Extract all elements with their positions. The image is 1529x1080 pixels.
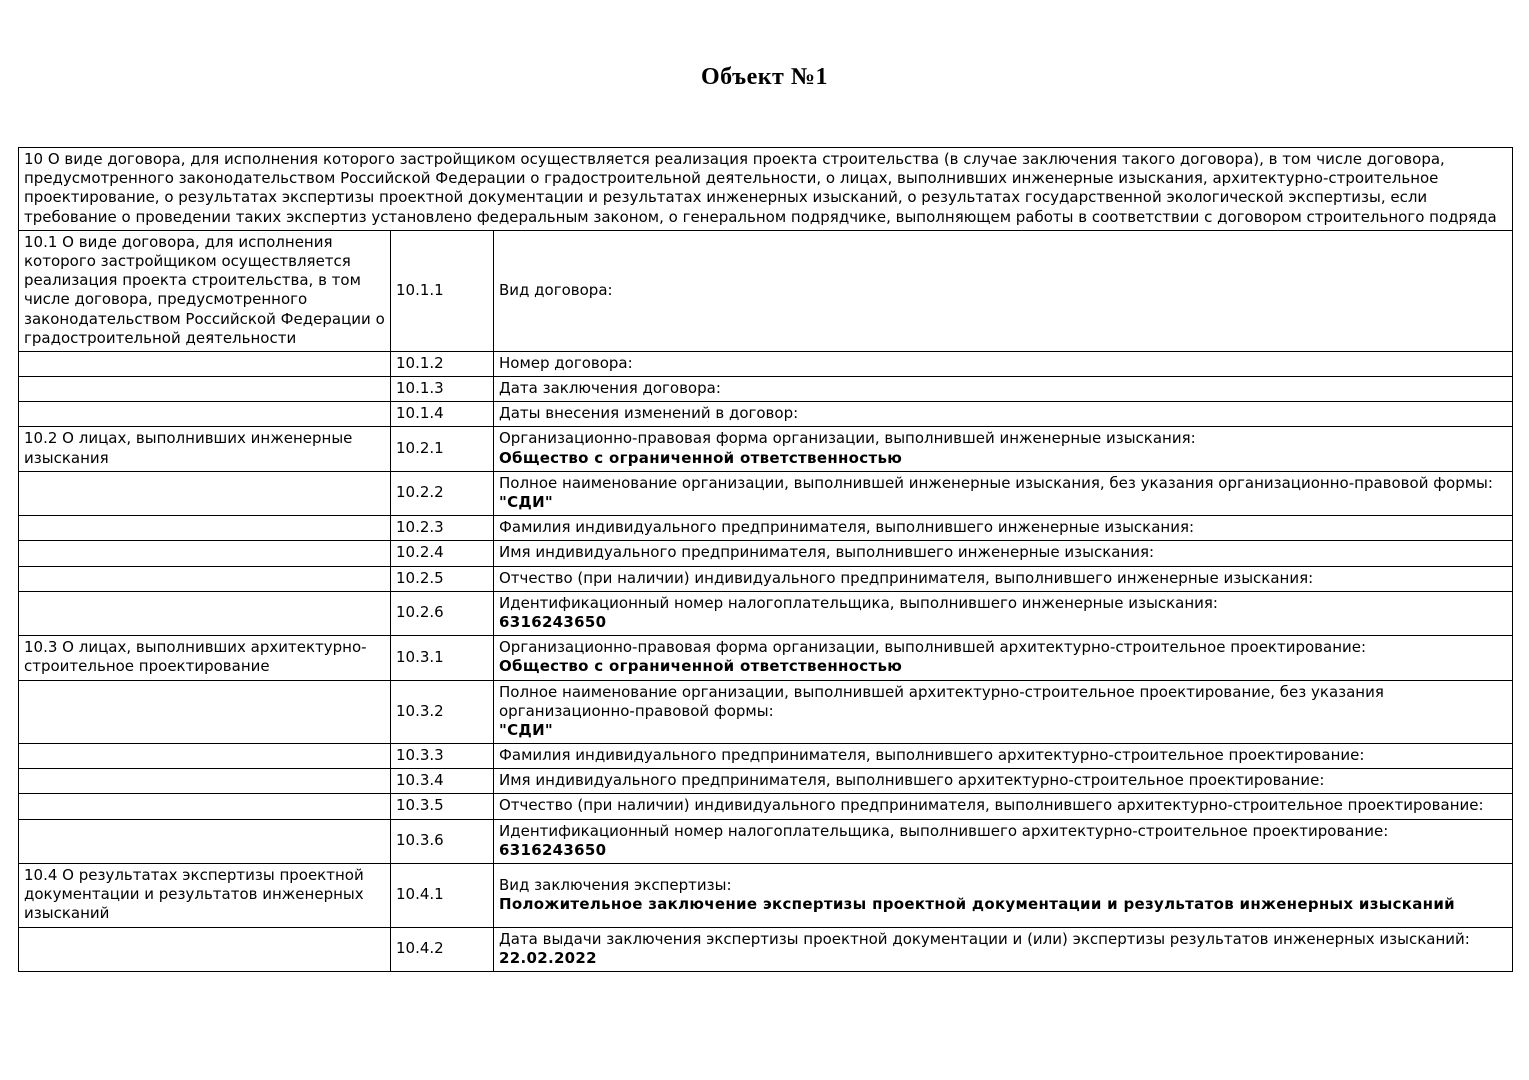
field-value: 22.02.2022 xyxy=(499,948,597,967)
field-label: Идентификационный номер налогоплательщика, выполнившего инженерные изыскания: xyxy=(499,593,1218,612)
content-cell xyxy=(494,377,1513,402)
code-cell: 10.4.1 xyxy=(391,864,494,928)
section-cell xyxy=(19,516,391,541)
code-cell: 10.1.2 xyxy=(391,351,494,376)
content-cell xyxy=(494,744,1513,769)
field-label: Имя индивидуального предпринимателя, выполнившего инженерные изыскания: xyxy=(499,543,1155,562)
field-label: Дата заключения договора: xyxy=(499,379,721,398)
content-cell xyxy=(494,402,1513,427)
code-cell: 10.2.2 xyxy=(391,471,494,515)
table-row xyxy=(19,744,1513,769)
content-cell xyxy=(494,636,1513,680)
content-cell xyxy=(494,566,1513,591)
code-cell: 10.2.5 xyxy=(391,566,494,591)
table-row xyxy=(19,402,1513,427)
field-label: Вид заключения экспертизы: xyxy=(499,875,732,894)
code-cell: 10.1.1 xyxy=(391,230,494,351)
field-label: Даты внесения изменений в договор: xyxy=(499,404,799,423)
table-row xyxy=(19,230,1513,351)
code-cell: 10.4.2 xyxy=(391,927,494,971)
table-row xyxy=(19,769,1513,794)
section-10-header: 10 О виде договора, для исполнения которого застройщиком осуществляется реализация проекта строительства (в случае заключения такого договора), в том числе договора, предусмотренного законодательством Российской Федерации о градостроительной деятельности, о лицах, выполнивших инженерные изыскания, архитектурно-строительное проектирование, о результатах экспертизы проектной документации и результатах инженерных изысканий, о результатах государственной экологической экспертизы, если требование о проведении таких экспертиз установлено федеральным законом, о генеральном подрядчике, выполняющем работы в соответствии с договором строительного подряда xyxy=(19,148,1513,231)
content-cell xyxy=(494,230,1513,351)
field-value: "СДИ" xyxy=(499,493,554,511)
field-label: Организационно-правовая форма организации, выполнившей инженерные изыскания: xyxy=(499,429,1196,448)
object-info-table xyxy=(18,147,1513,972)
field-label: Имя индивидуального предпринимателя, выполнившего архитектурно-строительное проектирование: xyxy=(499,771,1325,790)
field-value: 6316243650 xyxy=(499,840,607,859)
section-cell: 10.1 О виде договора, для исполнения которого застройщиком осуществляется реализация проекта строительства, в том числе договора, предусмотренного законодательством Российской Федерации о градостроительной деятельности xyxy=(19,230,391,351)
field-value: Общество с ограниченной ответственностью xyxy=(499,657,903,676)
code-cell: 10.2.1 xyxy=(391,427,494,471)
table-header-row xyxy=(19,148,1513,231)
field-label: Отчество (при наличии) индивидуального предпринимателя, выполнившего инженерные изыскания: xyxy=(499,568,1314,587)
content-cell xyxy=(494,591,1513,635)
table-row xyxy=(19,591,1513,635)
table-row xyxy=(19,794,1513,819)
content-cell xyxy=(494,769,1513,794)
content-cell xyxy=(494,794,1513,819)
field-value: Положительное заключение экспертизы проектной документации и результатов инженерных изысканий xyxy=(499,894,1455,913)
field-value: Общество с ограниченной ответственностью xyxy=(499,448,903,467)
content-cell xyxy=(494,471,1513,515)
section-cell xyxy=(19,377,391,402)
content-cell xyxy=(494,864,1513,928)
section-cell xyxy=(19,471,391,515)
content-cell xyxy=(494,427,1513,471)
section-cell: 10.4 О результатах экспертизы проектной документации и результатов инженерных изысканий xyxy=(19,864,391,928)
table-row xyxy=(19,566,1513,591)
field-value: "СДИ" xyxy=(499,720,554,739)
section-cell xyxy=(19,566,391,591)
code-cell: 10.2.4 xyxy=(391,541,494,566)
field-label: Полное наименование организации, выполнившей инженерные изыскания, без указания организационно-правовой формы: xyxy=(499,473,1493,492)
section-cell xyxy=(19,680,391,744)
section-cell xyxy=(19,927,391,971)
section-cell xyxy=(19,794,391,819)
code-cell: 10.3.5 xyxy=(391,794,494,819)
table-row xyxy=(19,636,1513,680)
section-cell xyxy=(19,819,391,863)
code-cell: 10.1.3 xyxy=(391,377,494,402)
field-label: Фамилия индивидуального предпринимателя, выполнившего архитектурно-строительное проектирование: xyxy=(499,746,1365,765)
code-cell: 10.2.6 xyxy=(391,591,494,635)
code-cell: 10.1.4 xyxy=(391,402,494,427)
content-cell xyxy=(494,516,1513,541)
table-row xyxy=(19,680,1513,744)
content-cell xyxy=(494,541,1513,566)
table-row xyxy=(19,819,1513,863)
section-cell xyxy=(19,541,391,566)
section-cell: 10.2 О лицах, выполнивших инженерные изыскания xyxy=(19,427,391,471)
field-label: Полное наименование организации, выполнившей архитектурно-строительное проектирование, без указания организационно-правовой формы: xyxy=(499,682,1384,720)
table-row xyxy=(19,541,1513,566)
code-cell: 10.3.3 xyxy=(391,744,494,769)
content-cell xyxy=(494,819,1513,863)
table-row xyxy=(19,377,1513,402)
field-label: Фамилия индивидуального предпринимателя, выполнившего инженерные изыскания: xyxy=(499,518,1195,537)
table-row xyxy=(19,351,1513,376)
page-title: Объект №1 xyxy=(701,64,828,90)
section-cell xyxy=(19,769,391,794)
field-label: Номер договора: xyxy=(499,353,633,372)
field-value: 6316243650 xyxy=(499,612,607,631)
code-cell: 10.2.3 xyxy=(391,516,494,541)
section-cell xyxy=(19,351,391,376)
field-label: Организационно-правовая форма организации, выполнившей архитектурно-строительное проектирование: xyxy=(499,638,1367,657)
object-table-body xyxy=(19,148,1513,972)
table-row xyxy=(19,864,1513,928)
field-label: Отчество (при наличии) индивидуального предпринимателя, выполнившего архитектурно-строительное проектирование: xyxy=(499,796,1484,815)
section-cell xyxy=(19,402,391,427)
code-cell: 10.3.6 xyxy=(391,819,494,863)
code-cell: 10.3.4 xyxy=(391,769,494,794)
content-cell xyxy=(494,351,1513,376)
section-cell xyxy=(19,591,391,635)
content-cell xyxy=(494,927,1513,971)
section-cell xyxy=(19,744,391,769)
field-label: Вид договора: xyxy=(499,280,613,299)
content-cell xyxy=(494,680,1513,744)
table-row xyxy=(19,471,1513,515)
code-cell: 10.3.1 xyxy=(391,636,494,680)
field-label: Дата выдачи заключения экспертизы проектной документации и (или) экспертизы результатов инженерных изысканий: xyxy=(499,929,1470,948)
section-cell: 10.3 О лицах, выполнивших архитектурно-строительное проектирование xyxy=(19,636,391,680)
field-label: Идентификационный номер налогоплательщика, выполнившего архитектурно-строительное проектирование: xyxy=(499,821,1389,840)
table-row xyxy=(19,427,1513,471)
table-row xyxy=(19,516,1513,541)
table-row xyxy=(19,927,1513,971)
code-cell: 10.3.2 xyxy=(391,680,494,744)
